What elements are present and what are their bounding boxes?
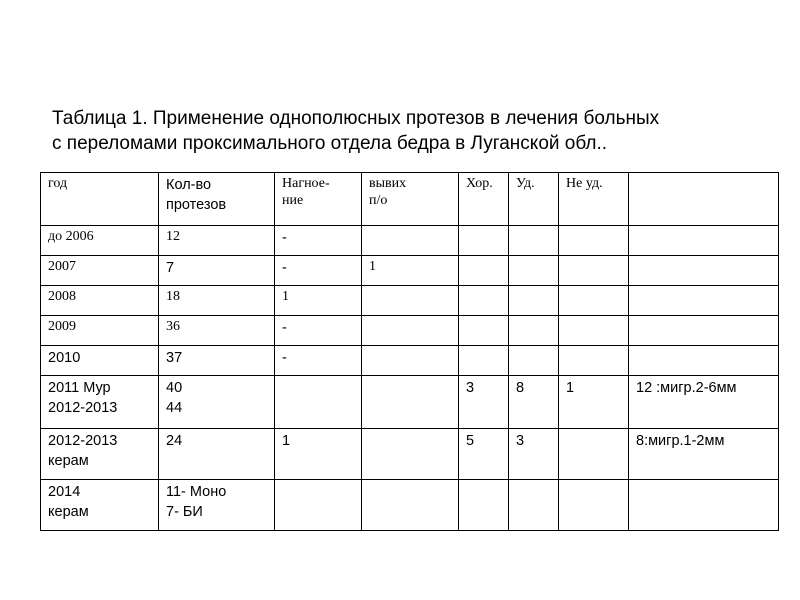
cell-notes [629,226,779,256]
cell-satisfactory [509,286,559,316]
cell-dislocation [362,480,459,531]
cell-unsatisfactory [559,480,629,531]
cell-good [459,286,509,316]
cell-satisfactory [509,480,559,531]
cell-satisfactory [509,226,559,256]
table-row [41,316,779,346]
cell-unsatisfactory [559,346,629,376]
cell-satisfactory [509,346,559,376]
cell-good [459,316,509,346]
caption-line-1: Таблица 1. Применение однополюсных протезов в лечения больных [52,108,660,129]
cell-year: 2011 Мур 2012-2013 [41,376,159,429]
cell-suppuration: 1 [275,429,362,480]
cell-suppuration: - [275,226,362,256]
cell-count: 24 [159,429,275,480]
cell-notes [629,286,779,316]
table-row [41,346,779,376]
cell-notes: 12 :мигр.2-6мм [629,376,779,429]
cell-dislocation [362,376,459,429]
cell-count: 12 [159,226,275,256]
header-dislocation: вывих п/о [362,173,459,226]
cell-unsatisfactory [559,286,629,316]
cell-dislocation [362,286,459,316]
cell-year: до 2006 [41,226,159,256]
header-count: Кол-во протезов [159,173,275,226]
cell-satisfactory [509,256,559,286]
cell-satisfactory: 3 [509,429,559,480]
cell-good [459,346,509,376]
cell-unsatisfactory [559,316,629,346]
cell-good [459,480,509,531]
cell-year: 2010 [41,346,159,376]
cell-good: 5 [459,429,509,480]
table-row [41,226,779,256]
cell-unsatisfactory [559,226,629,256]
table-row [41,376,779,429]
cell-year: 2014 керам [41,480,159,531]
cell-notes: 8:мигр.1-2мм [629,429,779,480]
cell-good: 3 [459,376,509,429]
cell-unsatisfactory [559,429,629,480]
header-good: Хор. [459,173,509,226]
cell-unsatisfactory [559,256,629,286]
cell-suppuration: 1 [275,286,362,316]
cell-dislocation: 1 [362,256,459,286]
table-row [41,429,779,480]
table-caption [52,106,772,156]
cell-satisfactory: 8 [509,376,559,429]
table-header-row [41,173,779,226]
header-unsatisfactory: Не уд. [559,173,629,226]
header-satisfactory: Уд. [509,173,559,226]
table-row [41,480,779,531]
cell-suppuration: - [275,316,362,346]
cell-suppuration: - [275,256,362,286]
header-year: год [41,173,159,226]
cell-dislocation [362,429,459,480]
cell-count: 11- Моно 7- БИ [159,480,275,531]
header-suppuration: Нагное- ние [275,173,362,226]
cell-count: 40 44 [159,376,275,429]
cell-year: 2009 [41,316,159,346]
cell-notes [629,346,779,376]
cell-notes [629,256,779,286]
data-table [40,172,779,531]
cell-count: 36 [159,316,275,346]
cell-year: 2007 [41,256,159,286]
cell-satisfactory [509,316,559,346]
cell-dislocation [362,316,459,346]
table-row [41,286,779,316]
cell-good [459,226,509,256]
cell-suppuration: - [275,346,362,376]
cell-year: 2012-2013 керам [41,429,159,480]
cell-count: 37 [159,346,275,376]
cell-count: 7 [159,256,275,286]
cell-good [459,256,509,286]
cell-notes [629,316,779,346]
header-notes [629,173,779,226]
cell-suppuration [275,376,362,429]
cell-suppuration [275,480,362,531]
caption-line-2: с переломами проксимального отдела бедра в Луганской обл.. [52,133,608,154]
cell-dislocation [362,346,459,376]
cell-count: 18 [159,286,275,316]
cell-year: 2008 [41,286,159,316]
table-row [41,256,779,286]
cell-dislocation [362,226,459,256]
cell-unsatisfactory: 1 [559,376,629,429]
cell-notes [629,480,779,531]
